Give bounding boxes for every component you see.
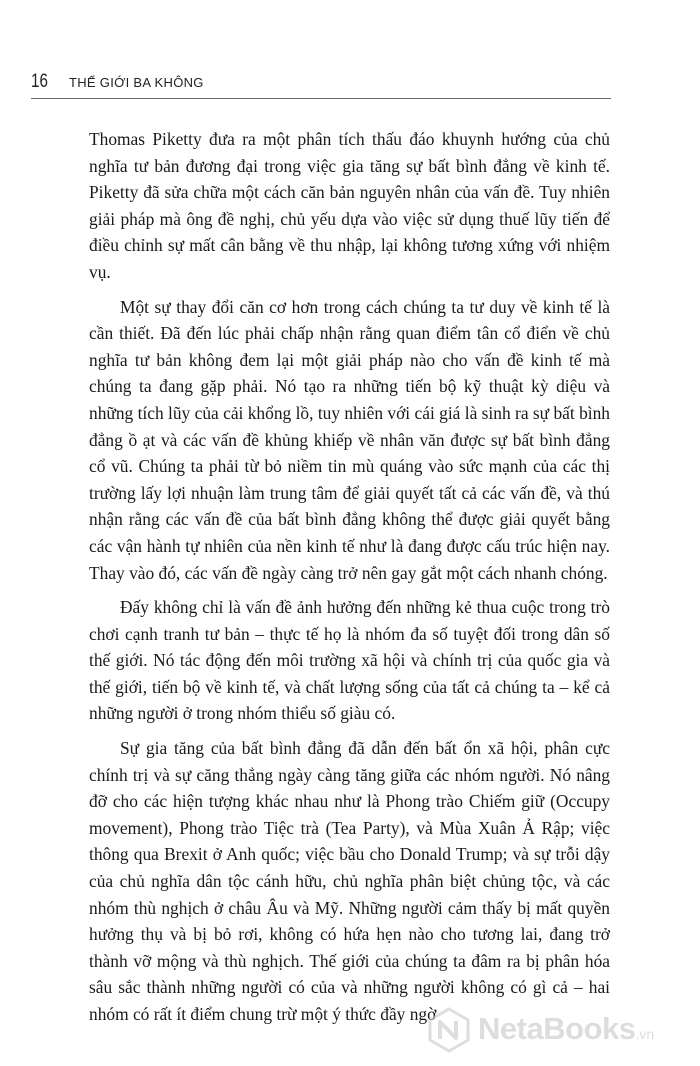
body-text (89, 126, 610, 1028)
paragraph-2: Một sự thay đổi căn cơ hơn trong cách chúng ta tư duy về kinh tế là cần thiết. Đã đến lúc phải chấp nhận rằng quan điểm tân cổ điển về chủ nghĩa tư bản không đem lại một giải pháp nào cho vấn đề kinh tế mà chúng ta đang gặp phải. Nó tạo ra những tiến bộ kỹ thuật kỳ diệu và những tích lũy của cải khổng lồ, tuy nhiên với cái giá là sinh ra sự bất bình đẳng ồ ạt và các vấn đề khủng khiếp về nhân văn được sự bất bình đẳng cổ vũ. Chúng ta phải từ bỏ niềm tin mù quáng vào sức mạnh của các thị trường lấy lợi nhuận làm trung tâm để giải quyết tất cả các vấn đề, và thú nhận rằng các vấn đề của bất bình đẳng không thể được giải quyết bằng các vận hành tự nhiên của nền kinh tế như là đang được cấu trúc hiện nay. Thay vào đó, các vấn đề ngày càng trở nên gay gắt một cách nhanh chóng. (89, 296, 610, 583)
running-header (31, 72, 611, 99)
netabooks-watermark (426, 1006, 694, 1054)
paragraph-3: Đấy không chỉ là vấn đề ảnh hưởng đến những kẻ thua cuộc trong trò chơi cạnh tranh tư bản – thực tế họ là nhóm đa số tuyệt đối trong dân số thế giới. Nó tác động đến môi trường xã hội và chính trị của quốc gia và thế giới, tiến bộ về kinh tế, và chất lượng sống của tất cả chúng ta – kể cả những người ở trong nhóm thiểu số giàu có. (89, 597, 610, 724)
paragraph-4: Sự gia tăng của bất bình đẳng đã dẫn đến bất ổn xã hội, phân cực chính trị và sự căng thẳng ngày càng tăng giữa các nhóm người. Nó nâng đỡ cho các hiện tượng khác nhau như là Phong trào Chiếm giữ (Occupy movement), Phong trào Tiệc trà (Tea Party), và Mùa Xuân Ả Rập; việc thông qua Brexit ở Anh quốc; việc bầu cho Donald Trump; và sự trỗi dậy của chủ nghĩa dân tộc cánh hữu, chủ nghĩa phân biệt chủng tộc, và các nhóm thù nghịch ở châu Âu và Mỹ. Những người cảm thấy bị mất quyền hưởng thụ và bị bỏ rơi, không có hứa hẹn nào cho tương lai, đang trở thành vỡ mộng và thù nghịch. Thế giới của chúng ta đâm ra bị phân hóa sâu sắc thành những người có của và những người không có gì cả – hai nhóm có rất ít điểm chung trừ một ý thức đầy ngờ (89, 738, 610, 1024)
running-title: THẾ GIỚI BA KHÔNG (69, 75, 204, 90)
paragraph-1: Thomas Piketty đưa ra một phân tích thấu đáo khuynh hướng của chủ nghĩa tư bản đương đại trong việc gia tăng sự bất bình đẳng về kinh tế. Piketty đã sửa chữa một cách căn bản nguyên nhân của vấn đề. Tuy nhiên giải pháp mà ông đề nghị, chủ yếu dựa vào việc sử dụng thuế lũy tiến để điều chỉnh sự mất cân bằng về thu nhập, lại không tương xứng với nhiệm vụ. (89, 129, 610, 282)
netabooks-logo-icon (426, 1007, 472, 1053)
watermark-brand: NetaBooks (478, 1011, 636, 1046)
watermark-text (478, 1012, 654, 1051)
watermark-suffix: .vn (635, 1026, 655, 1042)
page-number: 16 (31, 71, 48, 92)
